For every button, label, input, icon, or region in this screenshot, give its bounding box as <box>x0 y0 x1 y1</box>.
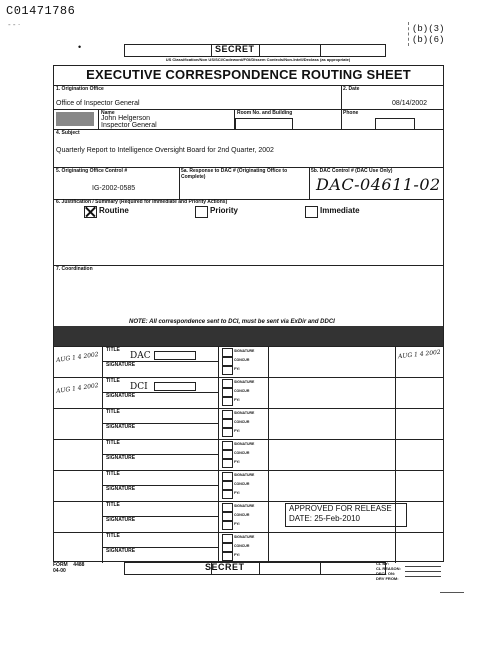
routing-signature-label: SIGNATURE <box>234 442 255 446</box>
cl-reason: CL REASON: <box>376 566 401 571</box>
routing-title-label: TITLE <box>106 378 120 384</box>
routing-fyi-label: FYI <box>234 491 240 495</box>
routing-signature-label: SIGNATURE <box>106 424 136 430</box>
routing-concur-checkbox[interactable] <box>222 450 233 459</box>
routing-concur-checkbox[interactable] <box>222 512 233 521</box>
routing-concur-label: CONCUR <box>234 420 250 424</box>
routing-signature-label: SIGNATURE <box>106 393 136 399</box>
routing-fyi-label: FYI <box>234 553 240 557</box>
subject-value: Quarterly Report to Intelligence Oversight Board for 2nd Quarter, 2002 <box>56 147 274 154</box>
response-label: 5a. Response to DAC # (Originating Office to Complete) <box>181 168 288 180</box>
form-number: 4488 <box>73 562 85 568</box>
note-banner <box>54 319 443 346</box>
date-value: 08/14/2002 <box>392 100 428 107</box>
routing-signature-label: SIGNATURE <box>106 362 136 368</box>
routing-concur-checkbox[interactable] <box>222 481 233 490</box>
name-title-value: Inspector General <box>101 122 157 129</box>
exemption-b6: (b)(6) <box>412 35 445 45</box>
routing-signature-label: SIGNATURE <box>106 517 136 523</box>
origination-office-label: 1. Origination Office <box>56 86 104 92</box>
release-line-2: DATE: 25-Feb-2010 <box>289 514 360 523</box>
orig-control-label: 5. Originating Office Control # <box>56 168 128 174</box>
phone-label: Phone <box>343 110 359 116</box>
routing-signature-label: SIGNATURE <box>106 548 136 554</box>
routing-fyi-checkbox[interactable] <box>222 397 233 406</box>
routing-signature-checkbox[interactable] <box>222 410 233 419</box>
document-id: C01471786 <box>6 4 76 18</box>
routing-concur-label: CONCUR <box>234 389 250 393</box>
priority-label: Priority <box>210 206 239 215</box>
routing-fyi-label: FYI <box>234 429 240 433</box>
form-label: FORM <box>53 562 68 568</box>
routing-concur-checkbox[interactable] <box>222 543 233 552</box>
justification-label: 6. Justification / Summary (Required for Immediate and Priority Actions) <box>56 199 228 205</box>
routing-signature-checkbox[interactable] <box>222 472 233 481</box>
routing-date-left: AUG 1 4 2002 <box>55 351 100 364</box>
cl-by: CL BY: <box>376 561 389 566</box>
bottom-classification-label: SECRET <box>205 562 245 572</box>
routing-title-value: DAC <box>130 351 151 361</box>
routing-title-box <box>154 382 196 391</box>
immediate-label: Immediate <box>320 206 360 215</box>
exemption-divider <box>408 22 409 46</box>
bullet-mark: • <box>78 42 82 52</box>
release-stamp <box>285 503 407 527</box>
routing-title-label: TITLE <box>106 533 120 539</box>
routing-concur-checkbox[interactable] <box>222 388 233 397</box>
top-classification-label: SECRET <box>215 44 255 54</box>
routing-signature-checkbox[interactable] <box>222 379 233 388</box>
routing-fyi-label: FYI <box>234 398 240 402</box>
form-rev: 04-00 <box>53 568 66 574</box>
routing-signature-label: SIGNATURE <box>106 455 136 461</box>
room-label: Room No. and Building <box>237 110 293 116</box>
routing-fyi-checkbox[interactable] <box>222 428 233 437</box>
routing-concur-label: CONCUR <box>234 482 250 486</box>
routing-fyi-checkbox[interactable] <box>222 366 233 375</box>
orig-control-value: IG-2002-0585 <box>92 185 136 192</box>
routing-fyi-checkbox[interactable] <box>222 490 233 499</box>
routing-concur-label: CONCUR <box>234 451 250 455</box>
routing-title-box <box>154 351 196 360</box>
routing-concur-label: CONCUR <box>234 513 250 517</box>
declass-block <box>376 561 401 581</box>
exemption-b3: (b)(3) <box>412 24 445 34</box>
routing-concur-checkbox[interactable] <box>222 419 233 428</box>
routing-signature-checkbox[interactable] <box>222 441 233 450</box>
immediate-checkbox[interactable] <box>305 206 318 218</box>
redacted-block <box>56 112 94 126</box>
routing-signature-label: SIGNATURE <box>234 535 255 539</box>
scan-mark: - - · <box>8 20 21 29</box>
routing-signature-checkbox[interactable] <box>222 503 233 512</box>
routing-fyi-label: FYI <box>234 460 240 464</box>
routing-title-value: DCI <box>130 382 148 392</box>
routing-title-label: TITLE <box>106 471 120 477</box>
routing-signature-label: SIGNATURE <box>234 473 255 477</box>
routing-signature-checkbox[interactable] <box>222 348 233 357</box>
name-label: Name <box>101 110 115 116</box>
routing-signature-label: SIGNATURE <box>234 380 255 384</box>
release-line-1: APPROVED FOR RELEASE <box>289 504 392 513</box>
routing-signature-label: SIGNATURE <box>234 349 255 353</box>
note-text: NOTE: All correspondence sent to DCI, must be sent via ExDir and DDCI <box>129 319 335 325</box>
drv-from: DRV FROM: <box>376 576 399 581</box>
origination-office-value: Office of Inspector General <box>56 100 140 107</box>
routing-fyi-checkbox[interactable] <box>222 552 233 561</box>
dac-control-label: 5b. DAC Control # (DAC Use Only) <box>311 168 393 174</box>
routing-fyi-label: FYI <box>234 522 240 526</box>
routing-concur-checkbox[interactable] <box>222 357 233 366</box>
exemption-codes <box>412 24 444 46</box>
date-label: 2. Date <box>343 86 360 92</box>
routine-label: Routine <box>99 206 129 215</box>
routing-concur-label: CONCUR <box>234 358 250 362</box>
routing-fyi-checkbox[interactable] <box>222 459 233 468</box>
routing-fyi-label: FYI <box>234 367 240 371</box>
subject-label: 4. Subject <box>56 130 80 136</box>
routing-sheet-form <box>53 65 444 562</box>
routine-checkbox[interactable] <box>84 206 97 218</box>
form-title: EXECUTIVE CORRESPONDENCE ROUTING SHEET <box>86 67 411 82</box>
routing-concur-label: CONCUR <box>234 544 250 548</box>
priority-checkbox[interactable] <box>195 206 208 218</box>
top-classification-bar <box>124 44 386 57</box>
routing-signature-label: SIGNATURE <box>234 504 255 508</box>
classification-note: US Classification/Non US/SCI/Codeword/FGI/Dissem Controls/Non-Intell/Declass (as appropriate) <box>165 57 351 62</box>
routing-title-label: TITLE <box>106 502 120 508</box>
decl-on: DECL ON: <box>376 571 396 576</box>
routing-signature-checkbox[interactable] <box>222 534 233 543</box>
routing-title-label: TITLE <box>106 409 120 415</box>
bottom-classification-bar <box>124 562 386 575</box>
dac-control-value: DAC-04611-02 <box>316 175 441 194</box>
routing-title-label: TITLE <box>106 440 120 446</box>
routing-date-right: AUG 1 4 2002 <box>397 348 442 361</box>
routing-title-label: TITLE <box>106 347 120 353</box>
routing-signature-label: SIGNATURE <box>106 486 136 492</box>
routing-date-left: AUG 1 4 2002 <box>55 382 100 395</box>
coordination-label: 7. Coordination <box>56 266 93 272</box>
routing-fyi-checkbox[interactable] <box>222 521 233 530</box>
form-number-block <box>53 562 84 574</box>
routing-signature-label: SIGNATURE <box>234 411 255 415</box>
name-value: John Helgerson <box>101 115 151 122</box>
